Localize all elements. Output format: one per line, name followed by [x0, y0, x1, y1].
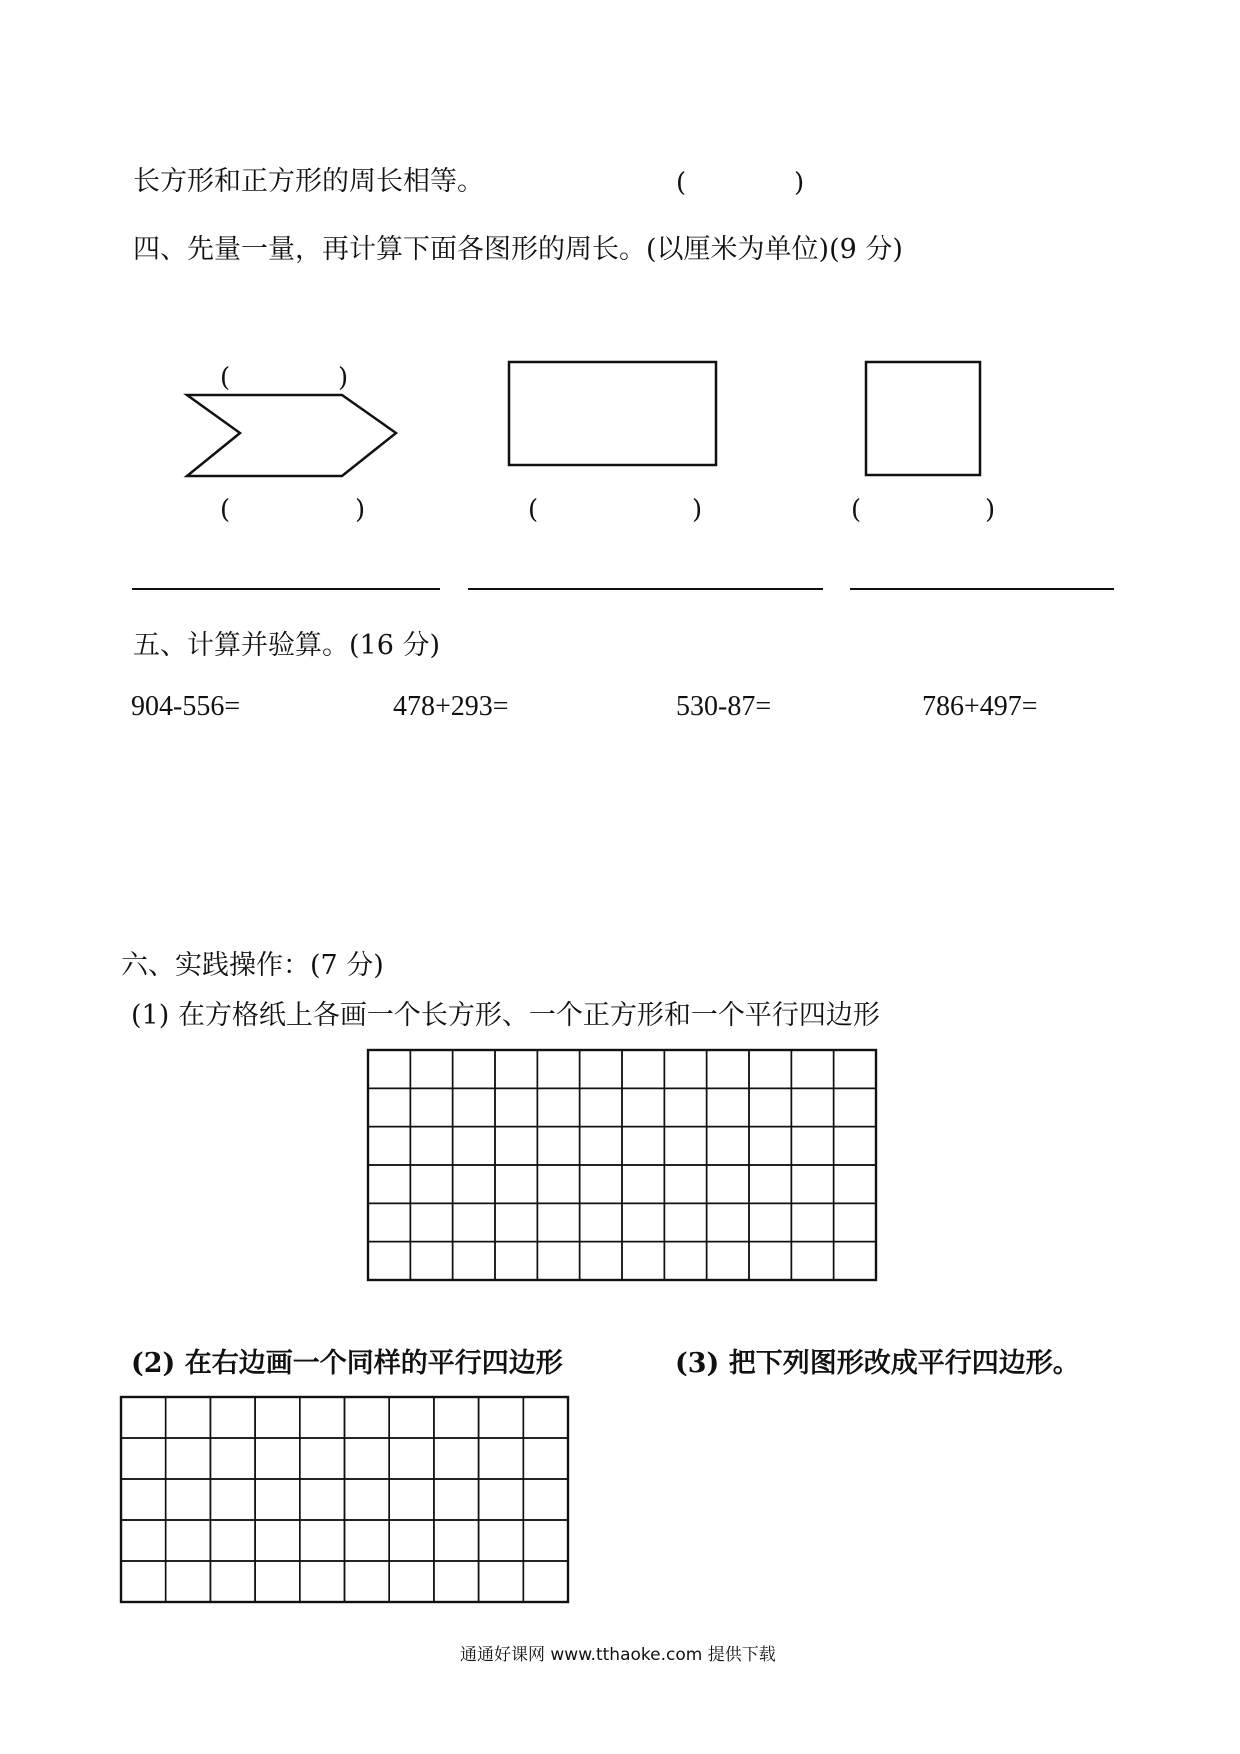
grid-cell[interactable]	[834, 1088, 876, 1126]
grid-cell[interactable]	[453, 1088, 495, 1126]
arrow-top-paren-close: )	[338, 363, 349, 393]
calc-problem-3: 530-87=	[676, 691, 772, 722]
grid-cell[interactable]	[664, 1088, 706, 1126]
grid-cell[interactable]	[664, 1165, 706, 1203]
arrow-bottom-paren-open: (	[220, 495, 231, 525]
grid-cell[interactable]	[479, 1397, 524, 1438]
grid-cell[interactable]	[664, 1127, 706, 1165]
grid-cell[interactable]	[210, 1520, 255, 1561]
grid-cell[interactable]	[300, 1561, 345, 1602]
grid-cell[interactable]	[389, 1397, 434, 1438]
grid-cell[interactable]	[749, 1088, 791, 1126]
grid-cell[interactable]	[210, 1438, 255, 1479]
grid-cell[interactable]	[255, 1438, 300, 1479]
grid-cell[interactable]	[479, 1438, 524, 1479]
task3-text: (3) 把下列图形改成平行四边形。	[675, 1348, 1080, 1379]
grid-cell[interactable]	[622, 1242, 664, 1280]
grid-cell[interactable]	[622, 1088, 664, 1126]
grid-cell[interactable]	[537, 1127, 579, 1165]
grid-cell[interactable]	[479, 1561, 524, 1602]
grid-cell[interactable]	[580, 1203, 622, 1241]
grid-cell[interactable]	[300, 1520, 345, 1561]
grid-cell[interactable]	[453, 1050, 495, 1088]
grid-cell[interactable]	[410, 1127, 452, 1165]
grid-cell[interactable]	[749, 1242, 791, 1280]
grid-cell[interactable]	[580, 1088, 622, 1126]
calc-problem-1: 904-556=	[131, 691, 241, 722]
grid-cell[interactable]	[434, 1438, 479, 1479]
grid-cell[interactable]	[791, 1165, 833, 1203]
grid-cell[interactable]	[121, 1438, 166, 1479]
grid-cell[interactable]	[255, 1397, 300, 1438]
answer-line-chevron[interactable]	[132, 588, 440, 590]
grid-cell[interactable]	[410, 1050, 452, 1088]
grid-cell[interactable]	[791, 1203, 833, 1241]
grid-cell[interactable]	[791, 1242, 833, 1280]
grid-cell[interactable]	[434, 1479, 479, 1520]
grid-cell[interactable]	[622, 1127, 664, 1165]
arrow-bottom-paren-close: )	[355, 495, 366, 525]
grid-cell[interactable]	[121, 1561, 166, 1602]
grid-cell[interactable]	[368, 1203, 410, 1241]
grid-cell[interactable]	[410, 1242, 452, 1280]
grid-cell[interactable]	[537, 1165, 579, 1203]
grid-cell[interactable]	[121, 1479, 166, 1520]
answer-line-square[interactable]	[850, 588, 1114, 590]
grid-cell[interactable]	[707, 1203, 749, 1241]
chevron-shape	[187, 395, 396, 476]
grid-cell[interactable]	[791, 1127, 833, 1165]
grid-cell[interactable]	[834, 1242, 876, 1280]
grid-cell[interactable]	[300, 1438, 345, 1479]
grid-cell[interactable]	[255, 1520, 300, 1561]
rectangle-paren-open: (	[528, 495, 539, 525]
section6-title: 六、实践操作：(7 分)	[121, 950, 384, 981]
square-shape	[866, 362, 980, 475]
square-paren-open: (	[851, 495, 862, 525]
grid-cell[interactable]	[389, 1520, 434, 1561]
grid-cell[interactable]	[166, 1438, 211, 1479]
grid-cell[interactable]	[622, 1203, 664, 1241]
grid-cell[interactable]	[453, 1242, 495, 1280]
grid-cell[interactable]	[622, 1165, 664, 1203]
grid-cell[interactable]	[121, 1397, 166, 1438]
grid-cell[interactable]	[834, 1050, 876, 1088]
grid-cell[interactable]	[834, 1203, 876, 1241]
grid-cell[interactable]	[791, 1050, 833, 1088]
grid-cell[interactable]	[345, 1397, 390, 1438]
grid-cell[interactable]	[345, 1561, 390, 1602]
calc-problem-4: 786+497=	[922, 691, 1038, 722]
calc-problem-2: 478+293=	[393, 691, 509, 722]
answer-line-rectangle[interactable]	[468, 588, 823, 590]
grid-cell[interactable]	[537, 1242, 579, 1280]
judgment-item-text: 长方形和正方形的周长相等。	[133, 166, 484, 197]
grid-cell[interactable]	[537, 1088, 579, 1126]
grid-cell[interactable]	[707, 1127, 749, 1165]
grid-cell[interactable]	[834, 1127, 876, 1165]
grid-cell[interactable]	[389, 1561, 434, 1602]
grid-cell[interactable]	[453, 1203, 495, 1241]
grid-cell[interactable]	[523, 1397, 568, 1438]
grid-cell[interactable]	[345, 1520, 390, 1561]
footer-source: 通通好课网 www.tthaoke.com 提供下载	[460, 1645, 776, 1665]
grid-cell[interactable]	[345, 1438, 390, 1479]
arrow-top-paren-open: (	[220, 363, 231, 393]
grid-cell[interactable]	[495, 1127, 537, 1165]
grid-cell[interactable]	[210, 1561, 255, 1602]
grid-paper-1[interactable]	[368, 1050, 876, 1280]
grid-cell[interactable]	[166, 1520, 211, 1561]
grid-cell[interactable]	[834, 1165, 876, 1203]
grid-cell[interactable]	[495, 1242, 537, 1280]
grid-cell[interactable]	[389, 1479, 434, 1520]
rectangle-shape	[509, 362, 716, 465]
grid-cell[interactable]	[495, 1165, 537, 1203]
grid-cell[interactable]	[210, 1397, 255, 1438]
section5-title: 五、计算并验算。(16 分)	[133, 630, 441, 661]
grid-cell[interactable]	[368, 1050, 410, 1088]
grid-cell[interactable]	[166, 1561, 211, 1602]
grid-cell[interactable]	[410, 1088, 452, 1126]
grid-cell[interactable]	[495, 1203, 537, 1241]
grid-cell[interactable]	[368, 1242, 410, 1280]
grid-cell[interactable]	[434, 1520, 479, 1561]
grid-cell[interactable]	[580, 1165, 622, 1203]
grid-cell[interactable]	[523, 1561, 568, 1602]
grid-cell[interactable]	[434, 1561, 479, 1602]
grid-cell[interactable]	[707, 1050, 749, 1088]
grid-cell[interactable]	[300, 1479, 345, 1520]
grid-cell[interactable]	[664, 1203, 706, 1241]
grid-cell[interactable]	[479, 1479, 524, 1520]
grid-cell[interactable]	[664, 1050, 706, 1088]
grid-cell[interactable]	[300, 1397, 345, 1438]
grid-cell[interactable]	[664, 1242, 706, 1280]
grid-cell[interactable]	[580, 1242, 622, 1280]
grid-cell[interactable]	[523, 1479, 568, 1520]
grid-cell[interactable]	[523, 1520, 568, 1561]
grid-cell[interactable]	[791, 1088, 833, 1126]
grid-cell[interactable]	[523, 1438, 568, 1479]
section4-title: 四、先量一量，再计算下面各图形的周长。(以厘米为单位)(9 分)	[133, 234, 903, 265]
grid-cell[interactable]	[368, 1165, 410, 1203]
grid-cell[interactable]	[749, 1050, 791, 1088]
grid-cell[interactable]	[749, 1203, 791, 1241]
grid-cell[interactable]	[121, 1520, 166, 1561]
grid-cell[interactable]	[580, 1050, 622, 1088]
grid-cell[interactable]	[434, 1397, 479, 1438]
grid-cell[interactable]	[537, 1050, 579, 1088]
grid-cell[interactable]	[389, 1438, 434, 1479]
grid-cell[interactable]	[495, 1050, 537, 1088]
grid-cell[interactable]	[368, 1127, 410, 1165]
grid-cell[interactable]	[749, 1165, 791, 1203]
grid-cell[interactable]	[166, 1397, 211, 1438]
rectangle-paren-close: )	[692, 495, 703, 525]
grid-cell[interactable]	[537, 1203, 579, 1241]
grid-cell[interactable]	[345, 1479, 390, 1520]
grid-cell[interactable]	[707, 1242, 749, 1280]
task2-text: (2) 在右边画一个同样的平行四边形	[131, 1348, 563, 1379]
grid-cell[interactable]	[479, 1520, 524, 1561]
square-paren-close: )	[985, 495, 996, 525]
grid-paper-2[interactable]	[121, 1397, 568, 1602]
grid-cell[interactable]	[255, 1561, 300, 1602]
grid-cell[interactable]	[368, 1088, 410, 1126]
grid-cell[interactable]	[410, 1165, 452, 1203]
judgment-answer-paren-close: )	[794, 168, 805, 198]
grid-cell[interactable]	[622, 1050, 664, 1088]
grid-cell[interactable]	[453, 1165, 495, 1203]
task1-text: (1) 在方格纸上各画一个长方形、一个正方形和一个平行四边形	[131, 1000, 880, 1031]
grid-cell[interactable]	[453, 1127, 495, 1165]
grid-cell[interactable]	[410, 1203, 452, 1241]
grid-cell[interactable]	[707, 1165, 749, 1203]
grid-cell[interactable]	[495, 1088, 537, 1126]
grid-cell[interactable]	[210, 1479, 255, 1520]
grid-cell[interactable]	[166, 1479, 211, 1520]
grid-cell[interactable]	[580, 1127, 622, 1165]
grid-cell[interactable]	[707, 1088, 749, 1126]
grid-cell[interactable]	[255, 1479, 300, 1520]
grid-cell[interactable]	[749, 1127, 791, 1165]
judgment-answer-paren-open: (	[676, 168, 687, 198]
